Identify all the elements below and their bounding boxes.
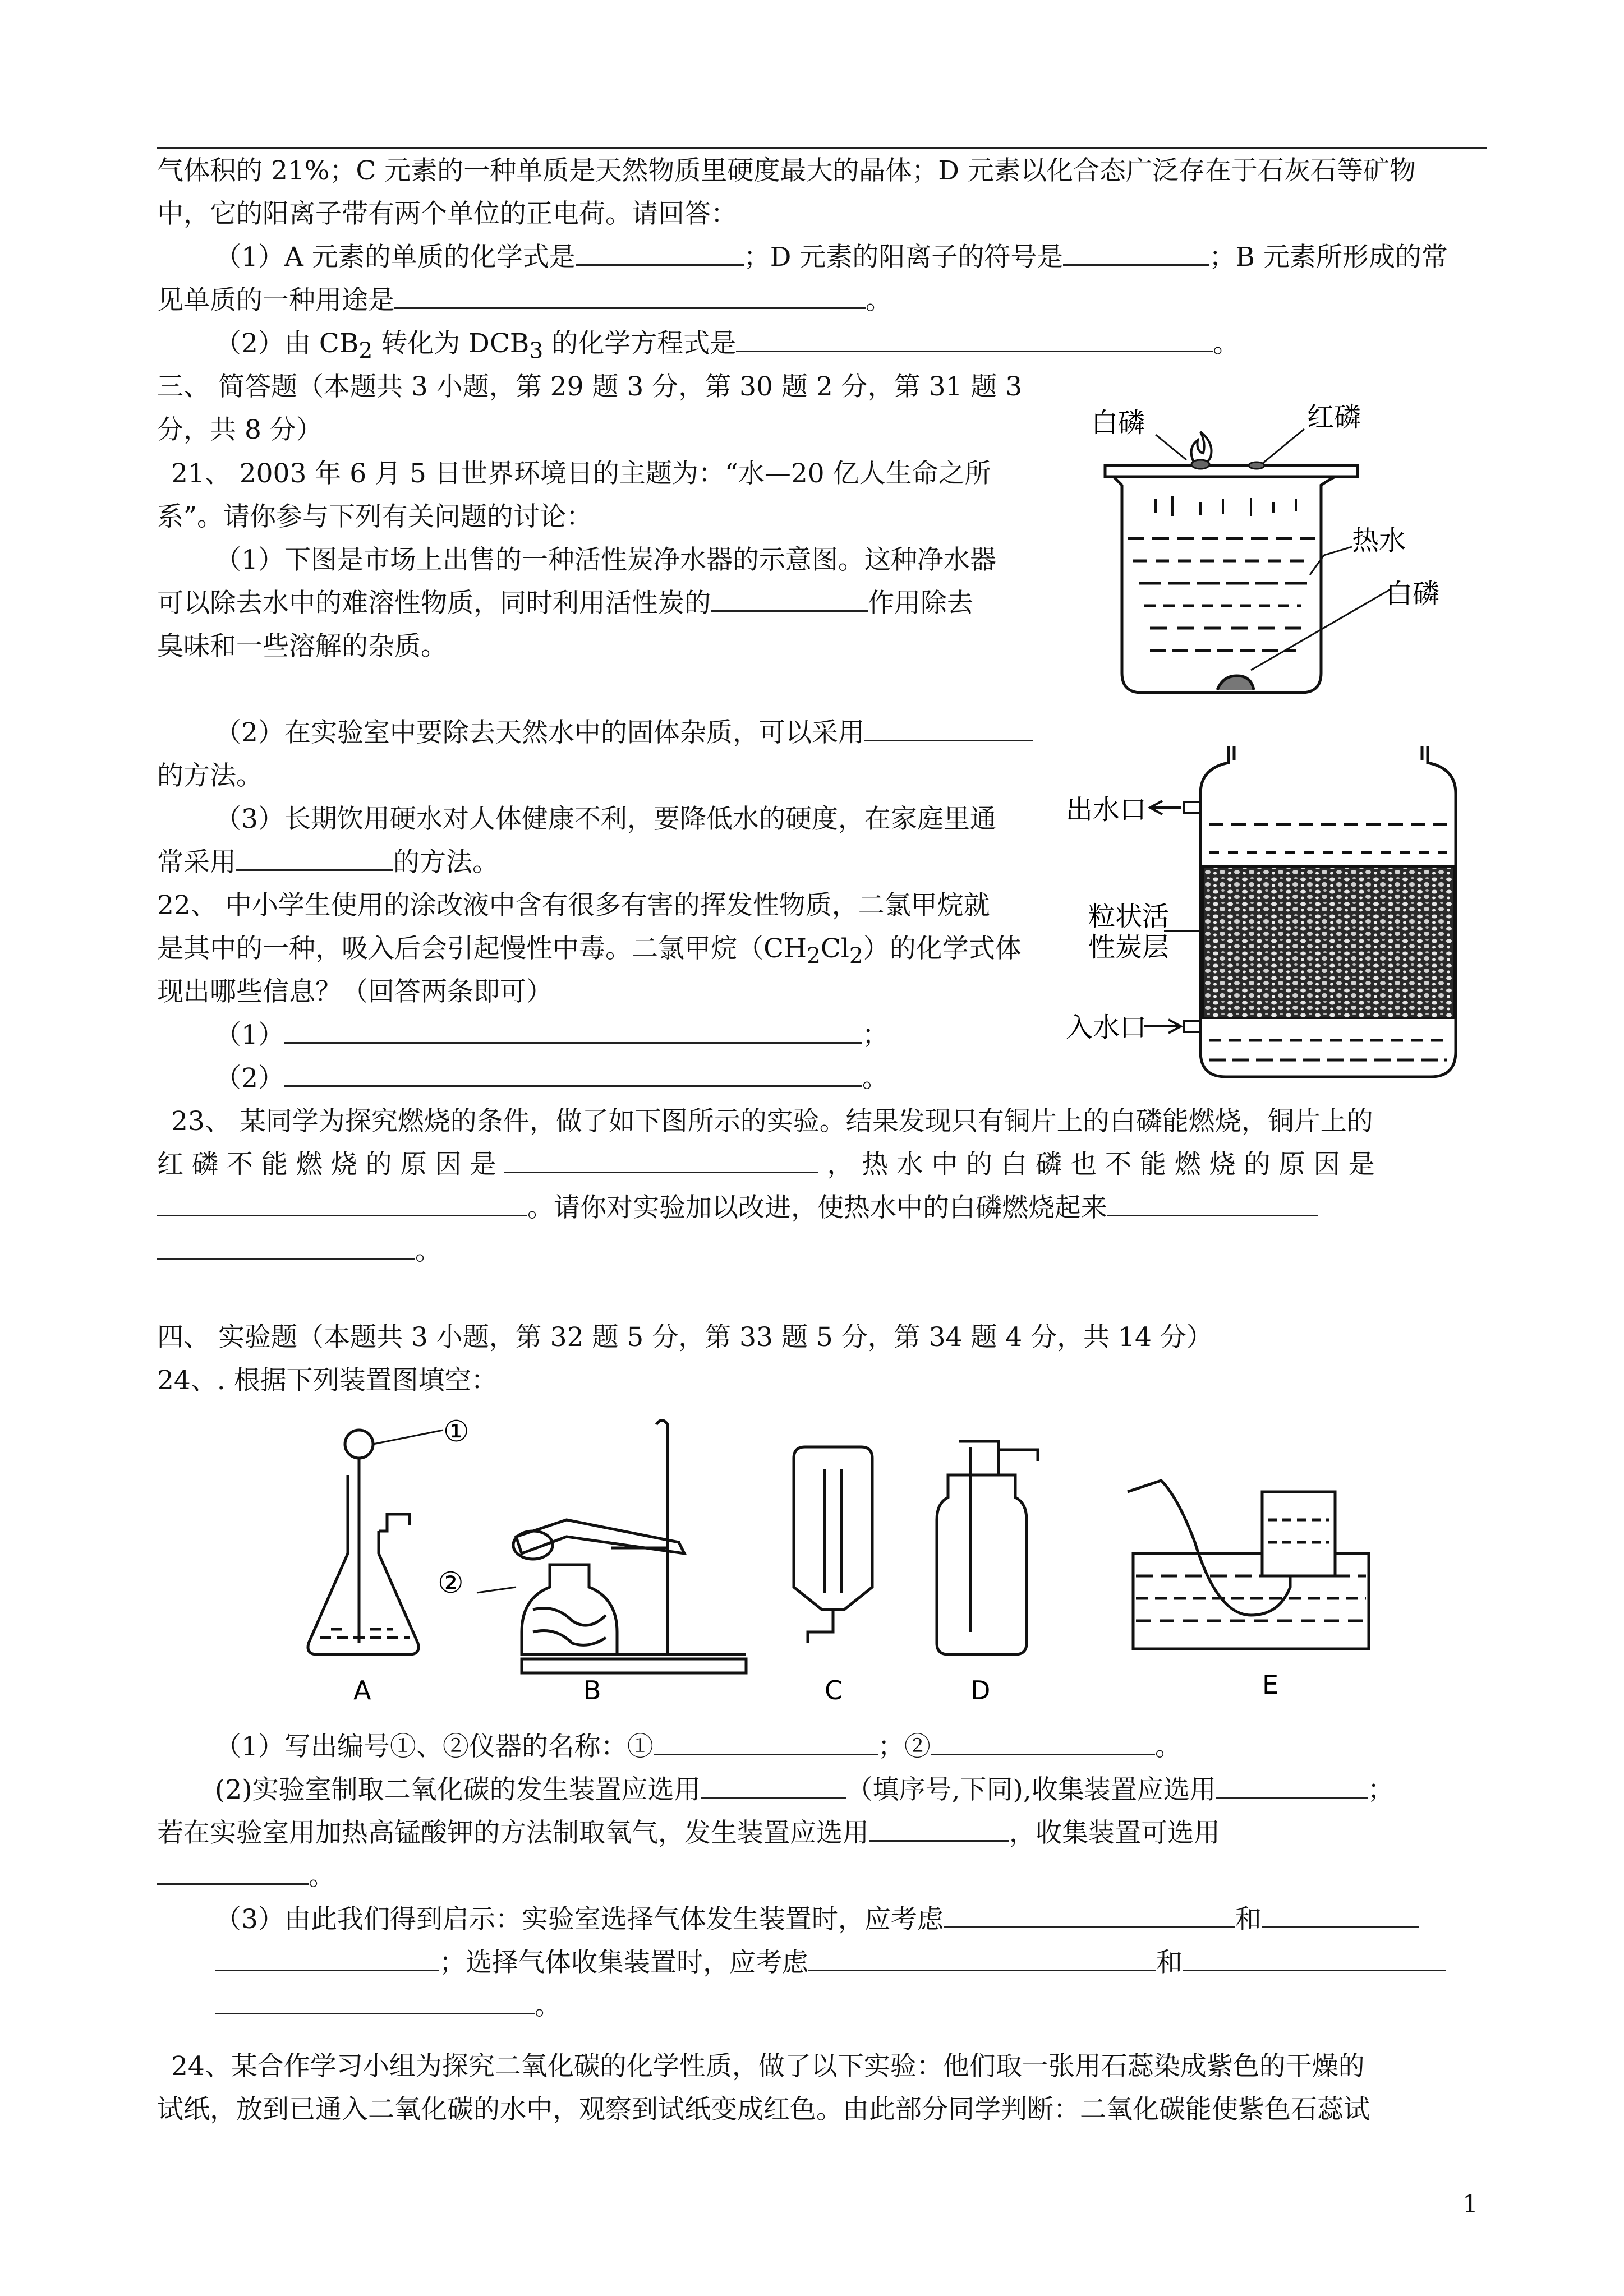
q23-line-3: 。请你对实验加以改进，使热水中的白磷燃烧起来 [157,1188,1318,1228]
marker-2: ② [438,1566,464,1600]
q20-part2: （2）由 $CB_2$ 转化为 $DCB_3$ 的化学方程式是 。 [215,324,1239,371]
answer-blank[interactable] [157,1859,309,1885]
page-number: 1 [1462,2190,1478,2219]
label-white-phosphorus-top: 白磷 [1091,407,1145,439]
apparatus-label-c: C [825,1675,843,1705]
q23-line-2: 红 磷 不 能 燃 烧 的 原 因 是 ， 热 水 中 的 白 磷 也 不 能 燃 烧 的 原 因 是 [157,1145,1374,1184]
answer-blank[interactable] [654,1729,878,1755]
q20-part1: （1）A 元素的单质的化学式是 ；D 元素的阳离子的符号是 ；B 元素所形成的常 [215,238,1448,277]
answer-blank[interactable] [157,1233,415,1260]
q24-sub3-line-3: 。 [215,1986,561,2026]
answer-blank[interactable] [701,1772,846,1799]
combustion-figure [1088,387,1492,701]
q21-sub1-line-2: 可以除去水中的难溶性物质，同时利用活性炭的 作用除去 [157,584,973,623]
answer-blank[interactable] [931,1729,1155,1755]
answer-blank[interactable] [284,1017,862,1044]
q21-sub2-line-1: （2）在实验室中要除去天然水中的固体杂质，可以采用 [215,713,1033,753]
apparatus-label-b: B [583,1675,601,1705]
answer-blank[interactable] [808,1945,1156,1971]
q22-answer-1: （1） ； [215,1016,889,1055]
q21-sub1-line-1: （1）下图是市场上出售的一种活性炭净水器的示意图。这种净水器 [215,545,996,575]
answer-blank[interactable] [576,239,744,266]
answer-blank[interactable] [157,1190,527,1216]
combustion-diagram [1088,387,1492,701]
q24-sub1: （1）写出编号①、②仪器的名称：① ；② 。 [215,1727,1181,1767]
section3-title-1: 三、 简答题（本题共 3 小题，第 29 题 3 分，第 30 题 2 分，第 31 题 3 [157,371,1023,402]
label-carbon-line-2: 性炭层 [1088,932,1170,963]
answer-blank[interactable] [711,585,868,612]
label-hot-water: 热水 [1352,525,1406,556]
answer-blank[interactable] [215,1945,439,1971]
q24b-line-1: 24、某合作学习小组为探究二氧化碳的化学性质，做了以下实验：他们取一张用石蕊染成紫色的干燥的 [171,2051,1365,2082]
q20-line-2: 中，它的阳离子带有两个单位的正电荷。请回答： [157,199,737,229]
q23-line-1: 23、 某同学为探究燃烧的条件，做了如下图所示的实验。结果发现只有铜片上的白磷能燃烧，铜片上的 [171,1106,1373,1137]
filter-figure [1066,740,1492,1088]
apparatus-label-a: A [353,1675,371,1705]
answer-blank[interactable] [864,715,1033,741]
answer-blank[interactable] [236,845,393,871]
header-rule [157,147,1487,149]
q21-sub3-line-2: 常采用 的方法。 [157,843,499,882]
answer-blank[interactable] [1183,1945,1446,1971]
apparatus-label-e: E [1262,1670,1279,1700]
q20-line-1: 气体积的 21%；C 元素的一种单质是天然物质里硬度最大的晶体；D 元素以化合态广泛存在于石灰石等矿物 [157,155,1416,186]
q24b-line-2: 试纸，放到已通入二氧化碳的水中，观察到试纸变成红色。由此部分同学判断：二氧化碳能使紫色石蕊试 [157,2094,1370,2125]
q22-line-3: 现出哪些信息？（回答两条即可） [157,976,553,1007]
section3-title-2: 分，共 8 分） [157,414,323,445]
q21-line-2: 系”。请你参与下列有关问题的讨论： [157,501,593,532]
label-outlet: 出水口 [1066,794,1147,826]
q22-answer-2: （2） 。 [215,1059,889,1098]
q24-sub2-line-2: 若在实验室用加热高锰酸钾的方法制取氧气，发生装置应选用 ，收集装置可选用 [157,1814,1220,1853]
answer-blank[interactable] [1262,1902,1419,1928]
section4-title: 四、 实验题（本题共 3 小题，第 32 题 5 分，第 33 题 5 分，第 34 题 4 分，共 14 分） [157,1322,1213,1353]
marker-1: ① [443,1415,470,1449]
q21-sub3-line-1: （3）长期饮用硬水对人体健康不利，要降低水的硬度，在家庭里通 [215,804,996,835]
q24-sub3-line-1: （3）由此我们得到启示：实验室选择气体发生装置时，应考虑 和 [215,1900,1419,1939]
q21-line-1: 21、 2003 年 6 月 5 日世界环境日的主题为：“水—20 亿人生命之所 [171,458,991,489]
q24-intro: 24、. 根据下列装置图填空： [157,1365,498,1396]
q20-part1-cont: 见单质的一种用途是 。 [157,281,892,320]
answer-blank[interactable] [1107,1190,1318,1216]
answer-blank[interactable] [736,326,1213,352]
answer-blank[interactable] [869,1815,1009,1842]
q22-line-2: 是其中的一种，吸入后会引起慢性中毒。二氯甲烷$(CH_2Cl_2)$的化学式体 [157,933,1022,969]
answer-blank[interactable] [394,283,866,309]
answer-blank[interactable] [1063,239,1209,266]
q22-line-1: 22、 中小学生使用的涂改液中含有很多有害的挥发性物质，二氯甲烷就 [157,890,990,921]
label-inlet: 入水口 [1066,1012,1147,1043]
answer-blank[interactable] [284,1061,862,1087]
answer-blank[interactable] [1216,1772,1368,1799]
label-carbon-line-1: 粒状活 [1088,901,1170,932]
q24-sub2-line-1: (2)实验室制取二氧化碳的发生装置应选用 （填序号,下同),收集装置应选用 ； [215,1771,1394,1810]
q23-line-4: 。 [157,1232,441,1271]
apparatus-diagram [297,1408,1419,1711]
q24-sub3-line-2: ；选择气体收集装置时，应考虑 和 [215,1943,1446,1983]
apparatus-figure [297,1408,1419,1711]
q21-sub2-line-2: 的方法。 [157,760,263,791]
answer-blank[interactable] [944,1902,1235,1928]
apparatus-label-d: D [970,1675,991,1705]
q24-sub2-line-3: 。 [157,1857,335,1896]
answer-blank[interactable] [504,1147,818,1173]
filter-diagram [1066,740,1492,1088]
q21-sub1-line-3: 臭味和一些溶解的杂质。 [157,631,447,662]
label-white-phosphorus-bottom: 白磷 [1386,578,1440,610]
answer-blank[interactable] [215,1988,535,2014]
label-red-phosphorus: 红磷 [1307,402,1361,433]
